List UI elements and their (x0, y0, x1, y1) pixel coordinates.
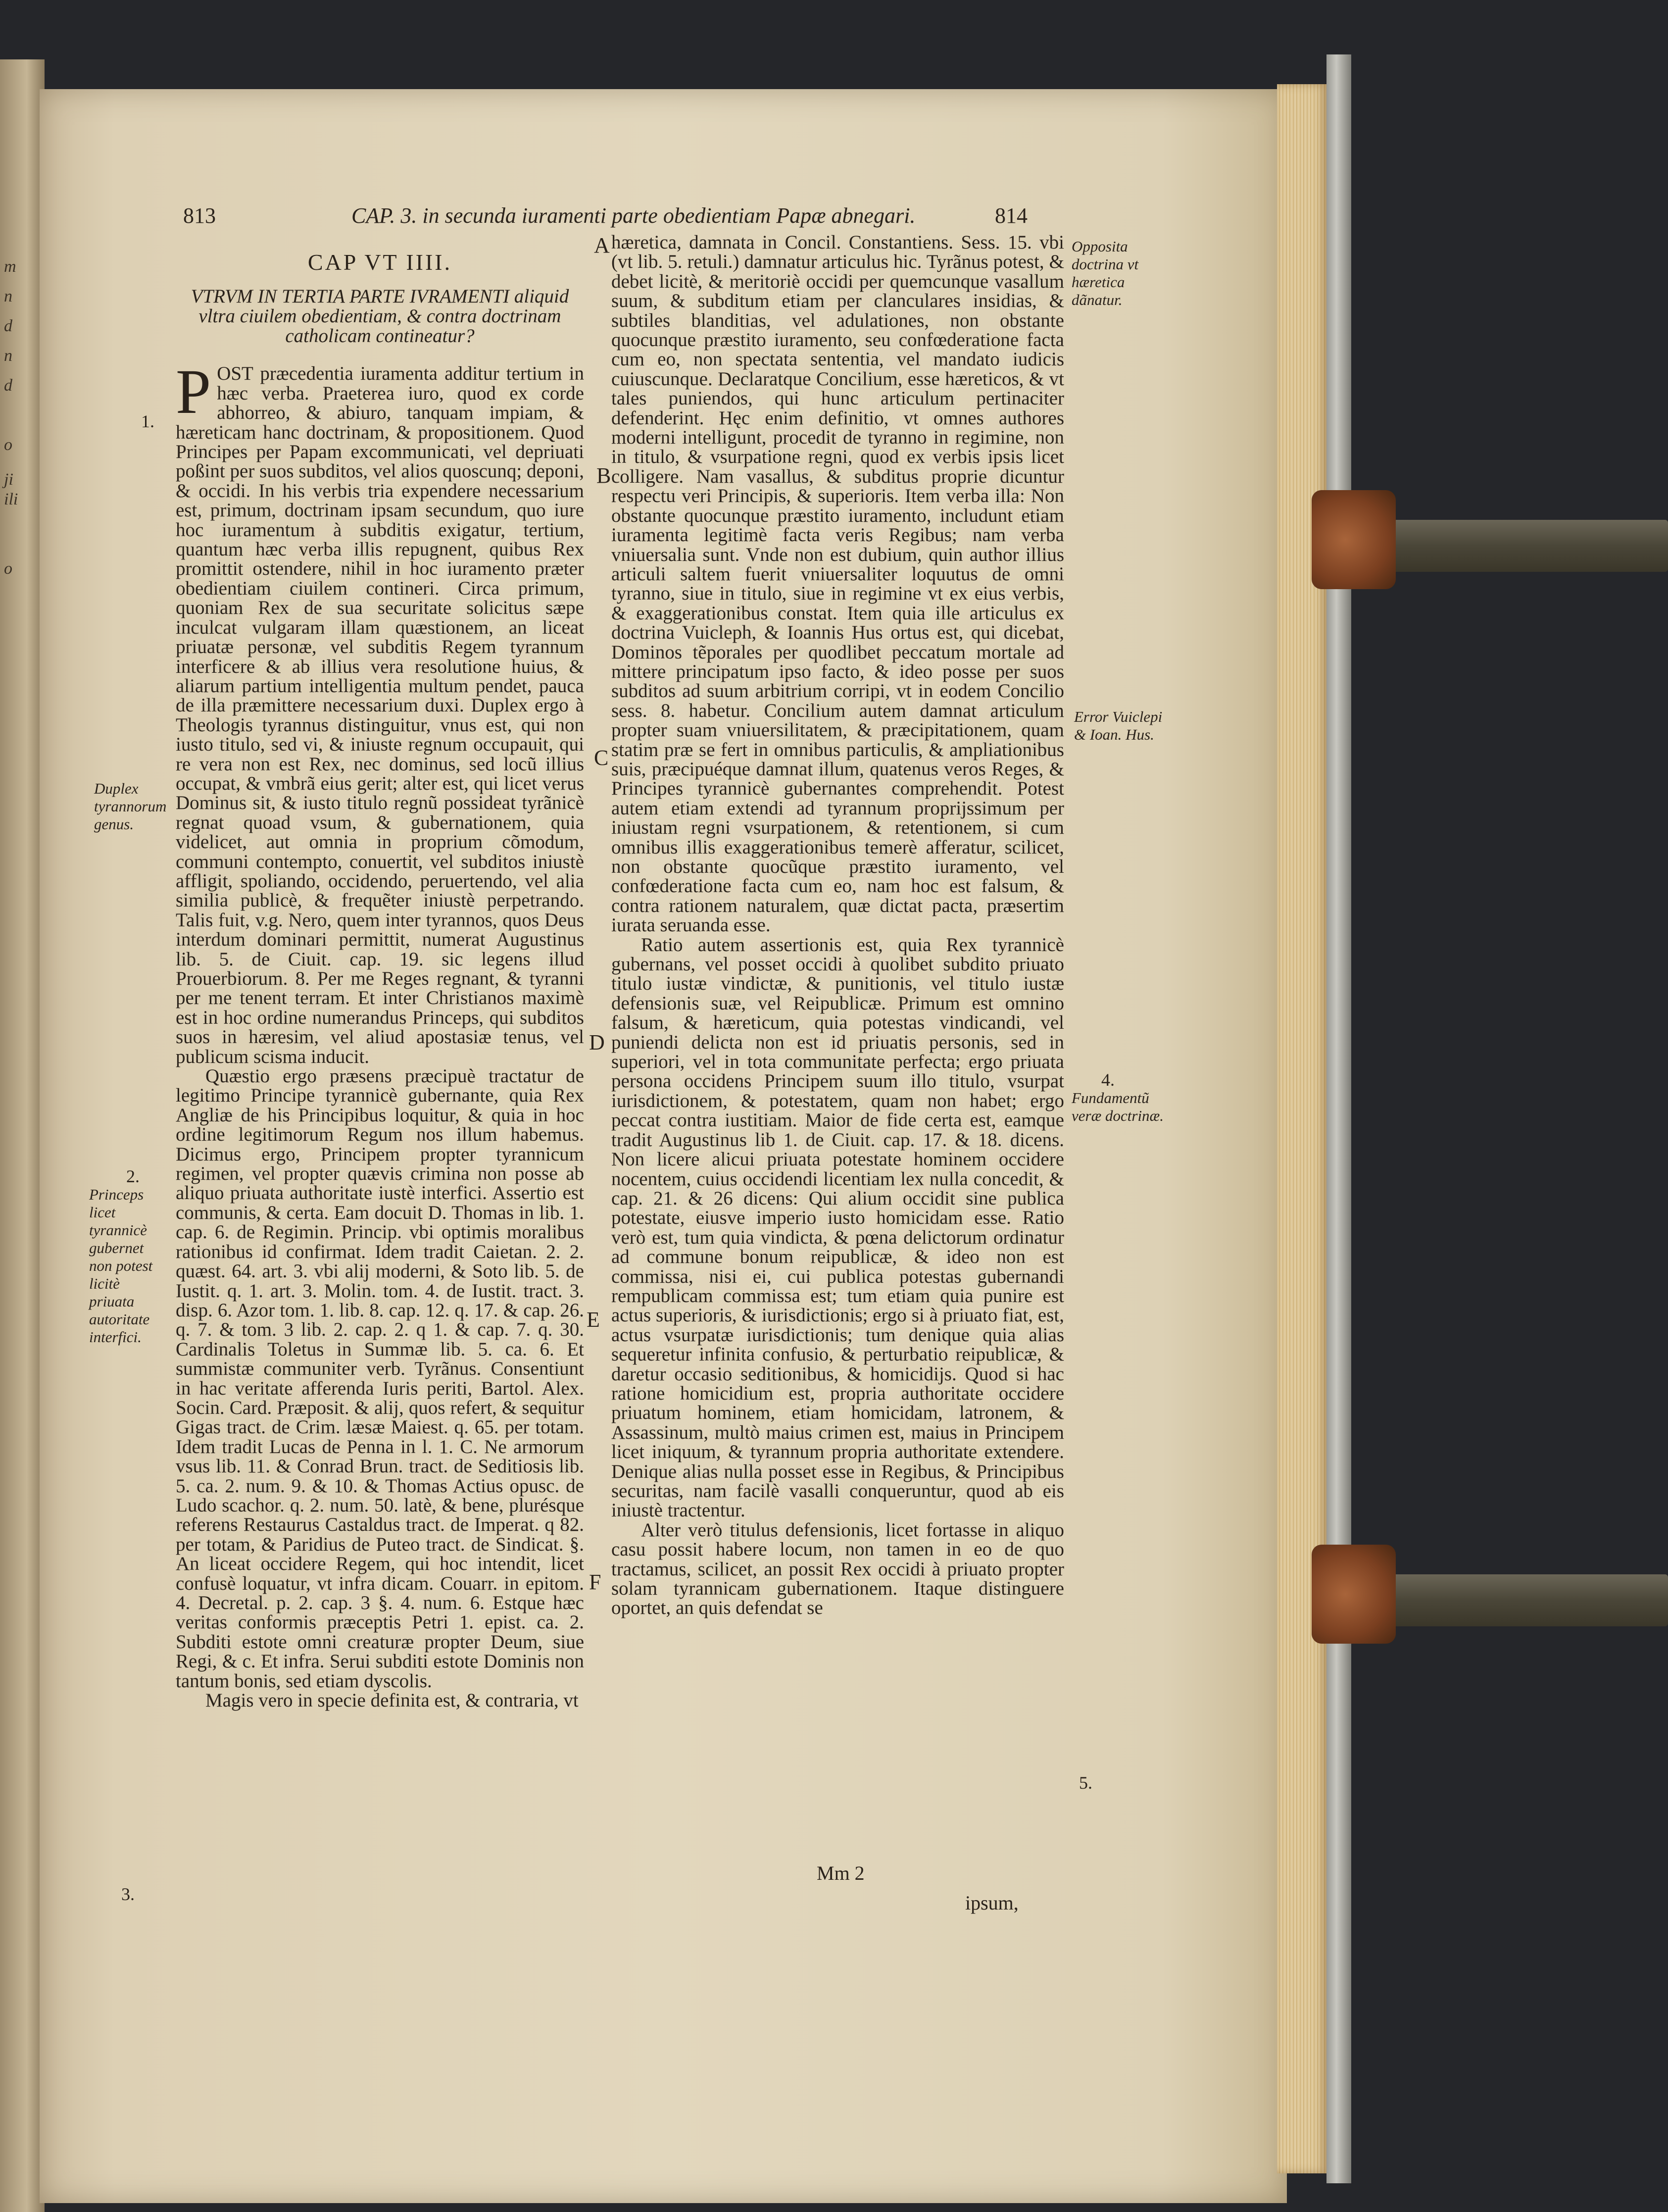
section-letter: E (587, 1307, 600, 1332)
margin-note: Duplex tyrannorum genus. (94, 780, 167, 833)
facing-page-fragment: n (4, 347, 12, 365)
margin-number: 1. (141, 411, 154, 431)
margin-note: Princeps licet tyrannicè gubernet non potest licitè priuata autoritate interfici. (89, 1186, 153, 1346)
facing-page-fragment: m (4, 257, 16, 276)
left-text-column (176, 252, 584, 1710)
margin-note: Error Vuiclepi & Ioan. Hus. (1074, 708, 1163, 743)
paragraph: hæretica, damnata in Concil. Constantiens. Sess. 15. vbi (vt lib. 5. retuli.) damnatur articulus hic. Tyrãnus potest, & debet licitè, & meritoriè occidi per quemcunque vasallum suum, & subditum etiam per clanculares insidias, & subtiles blanditias, vel adulationes, non obstante quocunque præstito iuramento, seu confœderatione facta cum eo, non spectata sententia, vel mandato iudicis cuiuscunque. Declaratque Concilium, esse hæreticos, & vt tales puniendos, qui hunc articulum pertinaciter defenderint. Hęc enim definitio, vt omnes authores moderni intelligunt, procedit de tyranno in regimine, non in titulo, & vsurpatione regni, quod ex verbis ipsis licet colligere. Nam vasallus, & subditus proprie dicuntur respectu veri Principis, & superioris. Item verba illa: Non obstante quocunque præstito iuramento, includunt etiam iuramenta legitimè facta veris Regibus; nam verba vniuersalia sunt. Vnde non est dubium, quin author illius articuli saltem fuerit vniuersaliter loquutus de omni tyranno, siue in titulo, siue in regimine vt ex eius verbis, & exaggerationibus constat. Item quia ille articulus ex doctrina Vuicleph, & Ioannis Hus ortus est, qui dicebat, Dominos tẽporales per quodlibet peccatum mortale ad mittere principatum ipso facto, & ideo posse per suos subditos ad suum arbitrium corripi, vt in eodem Concilio sess. 8. habetur. Concilium autem damnat articulum propter suam vniuersilitatem, & præcipitationem, quam statim præ se fert in omnibus particulis, & ampliationibus suis, præcipuéque damnat illum, quatenus veros Reges, & Principes tyrannicè gubernantes comprehendit. Potest autem etiam extendi ad tyrannum proprijssimum per iniustam regni vsurpationem, & retentionem, si cum omnibus illis exaggerationibus temerè afferatur, scilicet, non obstante quocũque præstito iuramento, vel confœderatione facta cum eo, nam hoc est falsum, & contra rationem naturalem, quæ dictat pacta, præsertim iurata seruanda esse. (611, 232, 1064, 936)
signature-mark: Mm 2 (817, 1862, 865, 1884)
right-text-column (611, 233, 1064, 1618)
paragraph: Magis vero in specie definita est, & contraria, vt (205, 1690, 579, 1711)
margin-note: Opposita doctrina vt hæretica dãnatur. (1072, 238, 1139, 308)
facing-page-fragment: ili (4, 490, 18, 508)
facing-page-fragment: d (4, 376, 12, 395)
margin-number: 5. (1079, 1773, 1092, 1793)
facing-page-fragment: o (4, 436, 12, 454)
margin-number: 4. (1101, 1070, 1115, 1090)
page-block-edge (1277, 84, 1326, 2173)
margin-number: 2. (126, 1166, 140, 1186)
upper-clasp (1312, 490, 1396, 589)
book-cover-edge (1326, 54, 1351, 2183)
drop-cap: P (176, 356, 211, 427)
paragraph (176, 356, 584, 1067)
paragraph: Ratio autem assertionis est, quia Rex tyrannicè gubernans, vel posset occidi à quolibet subdito priuato titulo iustæ vindictæ, & punitionis, vel titulo iustæ defensionis suæ, vel Reipublicæ. Primum est omnino falsum, & hæreticum, quia potestas vindicandi, vel puniendi delicta non est id priuatis personis, sed in superiori, vel in tota communitate perfecta; ergo priuata persona occidens Principem suum illo titulo, vsurpat iurisdictionem, & potestatem, quam non habet; ergo peccat contra iustitiam. Maior de fide certa est, eamque tradit Augustinus lib 1. de Ciuit. cap. 17. & 18. dicens. Non licere alicui priuata potestate hominem occidere nocentem, cuius occidendi licentiam lex nulla concedit, & cap. 21. & 26 dicens: Qui alium occidit sine publica potestate, eiusve imperio iusto homicidam esse. Ratio verò est, tum quia vindicta, & pœna delictorum ordinatur ad commune bonum reipublicæ, & ideo non est commissa, nisi ei, cui publica potestas gubernandi rempublicam commissa est; tum etiam quia punire est actus superioris, & iurisdictionis; ergo si à priuato fiat, est, actus vsurpatæ iurisdictionis; tum denique quia alias sequeretur infinita confusio, & perturbatio reipublicæ, & daretur occasio seditionibus, & homicidijs. Quod si hac ratione homicidium est, propria authoritate occidere priuatum hominem, etiam homicidam, latronem, & Assassinum, multò maius crimen est, maius in Principem licet iniquum, & tyrannum propria authoritate extendere. Denique alias nulla posset esse in Regibus, & Principibus securitas, nam facilè vasalli conqueruntur, quod ab eis iniustè tractentur. (611, 934, 1064, 1521)
paragraph-text: OST præcedentia iuramenta additur tertium in hæc verba. Praeterea iuro, quod ex corde abhorreo, & abiuro, tanquam impiam, & hæreticam hanc doctrinam, & propositionem. Quod Principes per Papam excommunicati, vel depriuati poßint per suos subditos, vel alios quoscunq; deponi, & occidi. In his verbis tria expendere necessarium est, primum, doctrinam ipsam secundum, quo iure hoc iuramentum à subditis exigatur, tertium, quantum hæc verba illis repugnent, quibus Rex promittit ostendere, nihil in hoc iuramento præter obedientiam ciuilem contineri. Circa primum, quoniam Rex de sua securitate solicitus sæpe inculcat vulgaram illam quæstionem, an liceat priuatæ personæ, vel subditis Regem tyrannum interficere & ab illius vera resolutione huius, & aliarum partium intelligentia multum pendet, pauca de illa præmittere necessarium duxi. Duplex ergo à Theologis tyrannus distinguitur, vnus est, qui non iusto titulo, sed vi, & iniuste regnum occupauit, qui re vera non est Rex, nec dominus, sed locũ illius occupat, & vmbrã eius gerit; alter est, qui licet verus Dominus sit, & iusto titulo regnũ possideat tyrãnicè regnat quoad vsum, & gubernationem, quia videlicet, aut omnia in proprium cõmodum, communi contempto, conuertit, vel subditos iniustè affligit, spoliando, occidendo, peruertendo, vel alia similia publicè, & frequẽter iniustè perpetrando. Talis fuit, v.g. Nero, quem inter tyrannos, quos Deus interdum dominari permittit, numerat Augustinus lib. 5. de Ciuit. cap. 19. sic legens illud Prouerbiorum. 8. Per me Reges regnant, & tyranni per me tenent terram. Et inter Christianos maximè est in hoc ordine numerandus Princeps, qui subditos suos in hæresim, vel aliud apostasiæ tenus, vel publicum scisma inducit. (176, 363, 584, 1067)
section-letter: B (596, 463, 611, 488)
question-title: VTRVM IN TERTIA PARTE IVRAMENTI aliquid vltra ciuilem obedientiam, & contra doctrinam catholicam contineatur? (191, 286, 569, 347)
section-letter: D (589, 1030, 605, 1055)
paragraph: Alter verò titulus defensionis, licet fortasse in aliquo casu possit habere locum, non tamen in eo de quo tractamus, scilicet, an possit Rex occidi à priuato propter solam tyrannicam gubernationem. Itaque distinguere oportet, an quis defendat se (611, 1519, 1064, 1619)
facing-page-edge (0, 59, 45, 2212)
margin-note: Fundamentũ veræ doctrinæ. (1072, 1089, 1164, 1124)
section-letter: A (594, 233, 610, 257)
section-letter: C (594, 746, 609, 770)
section-letter: F (589, 1570, 601, 1594)
paragraph: Quæstio ergo præsens præcipuè tractatur de legitimo Principe tyrannicè gubernante, quia Rex Angliæ de his Principibus loquitur, & quia in hoc ordine legitimorum Regum nos illum habemus. Dicimus ergo, Principem propter tyrannicum regimen, vel propter quævis crimina non posse ab aliquo priuata authoritate iustè interfici. Assertio est communis, & certa. Eam docuit D. Thomas in lib. 1. cap. 6. de Regimin. Princip. vbi optimis moralibus rationibus id confirmat. Idem tradit Caietan. 2. 2. quæst. 64. art. 3. vbi alij moderni, & Soto lib. 5. de Iustit. q. 1. art. 3. Molin. tom. 4. de Iustit. tract. 3. disp. 6. Azor tom. 1. lib. 8. cap. 12. q. 17. & cap. 26. q. 7. & tom. 3 lib. 2. cap. 2. q 1. & cap. 7. q. 30. Cardinalis Toletus in Summæ lib. 5. ca. 6. Et summistæ communiter verb. Tyrãnus. Consentiunt in hac veritate afferenda Iuris periti, Bartol. Alex. Socin. Card. Præposit. & alij, quos refert, & sequitur Gigas tract. de Crim. læsæ Maiest. q. 65. per totam. Idem tradit Lucas de Penna in l. 1. C. Ne armorum vsus lib. 11. & Conrad Brun. tract. de Seditiosis lib. 5. ca. 2. num. 9. & 10. & Thomas Actius opusc. de Ludo scachor. q. 2. num. 50. latè, & bene, plurésque referens Restaurus Castaldus tract. de Imperat. q 82. per totam, & Paridius de Puteo tract. de Sindicat. §. An liceat occidere Regem, qui hoc intendit, licet confusè loquatur, vt infra dicam. Couarr. in epitom. 4. Decretal. p. 2. cap. 3 §. 4. num. 6. Estque hæc veritas conformis præceptis Petri 1. epist. ca. 2. Subditi estote omni creaturæ propter Deum, siue Regi, & c. Et infra. Serui subditi estote Dominis non tantum bonis, sed etiam dyscolis. (176, 1065, 584, 1692)
catchword: ipsum, (965, 1892, 1019, 1914)
lower-clasp (1312, 1545, 1396, 1644)
page-number-left: 813 (183, 203, 216, 228)
chapter-heading: CAP VT IIII. (307, 250, 452, 275)
facing-page-fragment: o (4, 559, 12, 578)
page-number-right: 814 (995, 203, 1028, 228)
margin-number: 3. (121, 1884, 135, 1904)
facing-page-fragment: d (4, 317, 12, 335)
facing-page-fragment: ji (4, 470, 13, 489)
running-title: CAP. 3. in secunda iuramenti parte obedientiam Papæ abnegari. (351, 203, 916, 228)
facing-page-fragment: n (4, 287, 12, 305)
